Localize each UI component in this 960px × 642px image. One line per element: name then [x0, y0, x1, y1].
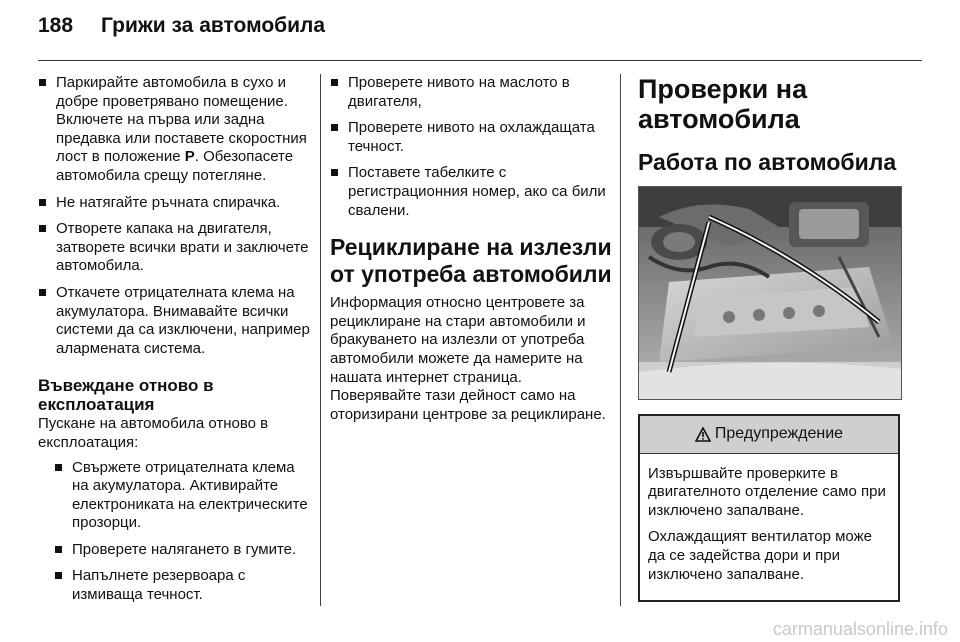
storage-steps-list [38, 74, 310, 358]
section-heading: Въвеждане отново в експлоатация [38, 376, 214, 415]
warning-box [638, 414, 900, 602]
list-item: Паркирайте автомобила в сухо и добре проветрявано помещение. Включете на първа или задна предавка или поставете скоростния лост в положение P. Обезопасете автомобила срещу потегляне. [38, 74, 310, 186]
list-item: Проверете нивото на охлаждащата течност. [330, 119, 612, 156]
column-3 [638, 74, 900, 602]
column-2 [330, 74, 612, 424]
list-item: Поставете табелките с регистрационния номер, ако са били свалени. [330, 164, 612, 220]
engine-bay-photo [638, 186, 902, 400]
column-divider [620, 74, 621, 606]
page-header [38, 14, 325, 48]
section-text: Информация относно центровете за рециклиране на стари автомобили и бракуването на излезли от употреба автомобили можете да намерите на нашата интернет страница. Поверявайте тази дейност само на оторизирани центрове за рециклиране. [330, 294, 606, 423]
list-item: Не натягайте ръчната спирачка. [38, 194, 310, 213]
header-divider [38, 60, 922, 61]
column-divider [320, 74, 321, 606]
recommission-steps-list [54, 459, 310, 605]
section-heading: Рециклиране на излезли от употреба автомобили [330, 234, 612, 288]
column-1 [38, 74, 310, 613]
list-item: Напълнете резервоара с измиваща течност. [54, 567, 310, 604]
page-number: 188 [38, 14, 74, 37]
list-item: Откачете отрицателната клема на акумулатора. Внимавайте всички системи да са изключени, например алармената система. [38, 284, 310, 358]
warning-title: Предупреждение [714, 425, 844, 442]
warning-paragraph: Охлаждащият вентилатор може да се задейства дори и при изключено запалване. [648, 528, 872, 583]
page-title: Грижи за автомобила [101, 14, 326, 37]
warning-body [640, 454, 898, 601]
warning-header [640, 416, 898, 454]
watermark: carmanualsonline.info [772, 619, 948, 639]
list-item: Свържете отрицателната клема на акумулатора. Активирайте електрониката на електрическите прозорци. [54, 459, 310, 533]
list-item: Отворете капака на двигателя, затворете всички врати и заключете автомобила. [38, 220, 310, 276]
list-item: Проверете нивото на маслото в двигателя, [330, 74, 612, 111]
chapter-heading: Проверки на автомобила [638, 74, 808, 134]
section-intro: Пускане на автомобила отново в експлоатация: [38, 415, 269, 451]
list-item: Проверете налягането в гумите. [54, 541, 310, 560]
gear-position-label: P [184, 148, 195, 166]
subchapter-heading: Работа по автомобила [638, 149, 897, 175]
warning-triangle-icon [695, 427, 711, 442]
warning-paragraph: Извършвайте проверките в двигателното отделение само при изключено запалване. [648, 464, 886, 519]
check-steps-list [330, 74, 612, 220]
